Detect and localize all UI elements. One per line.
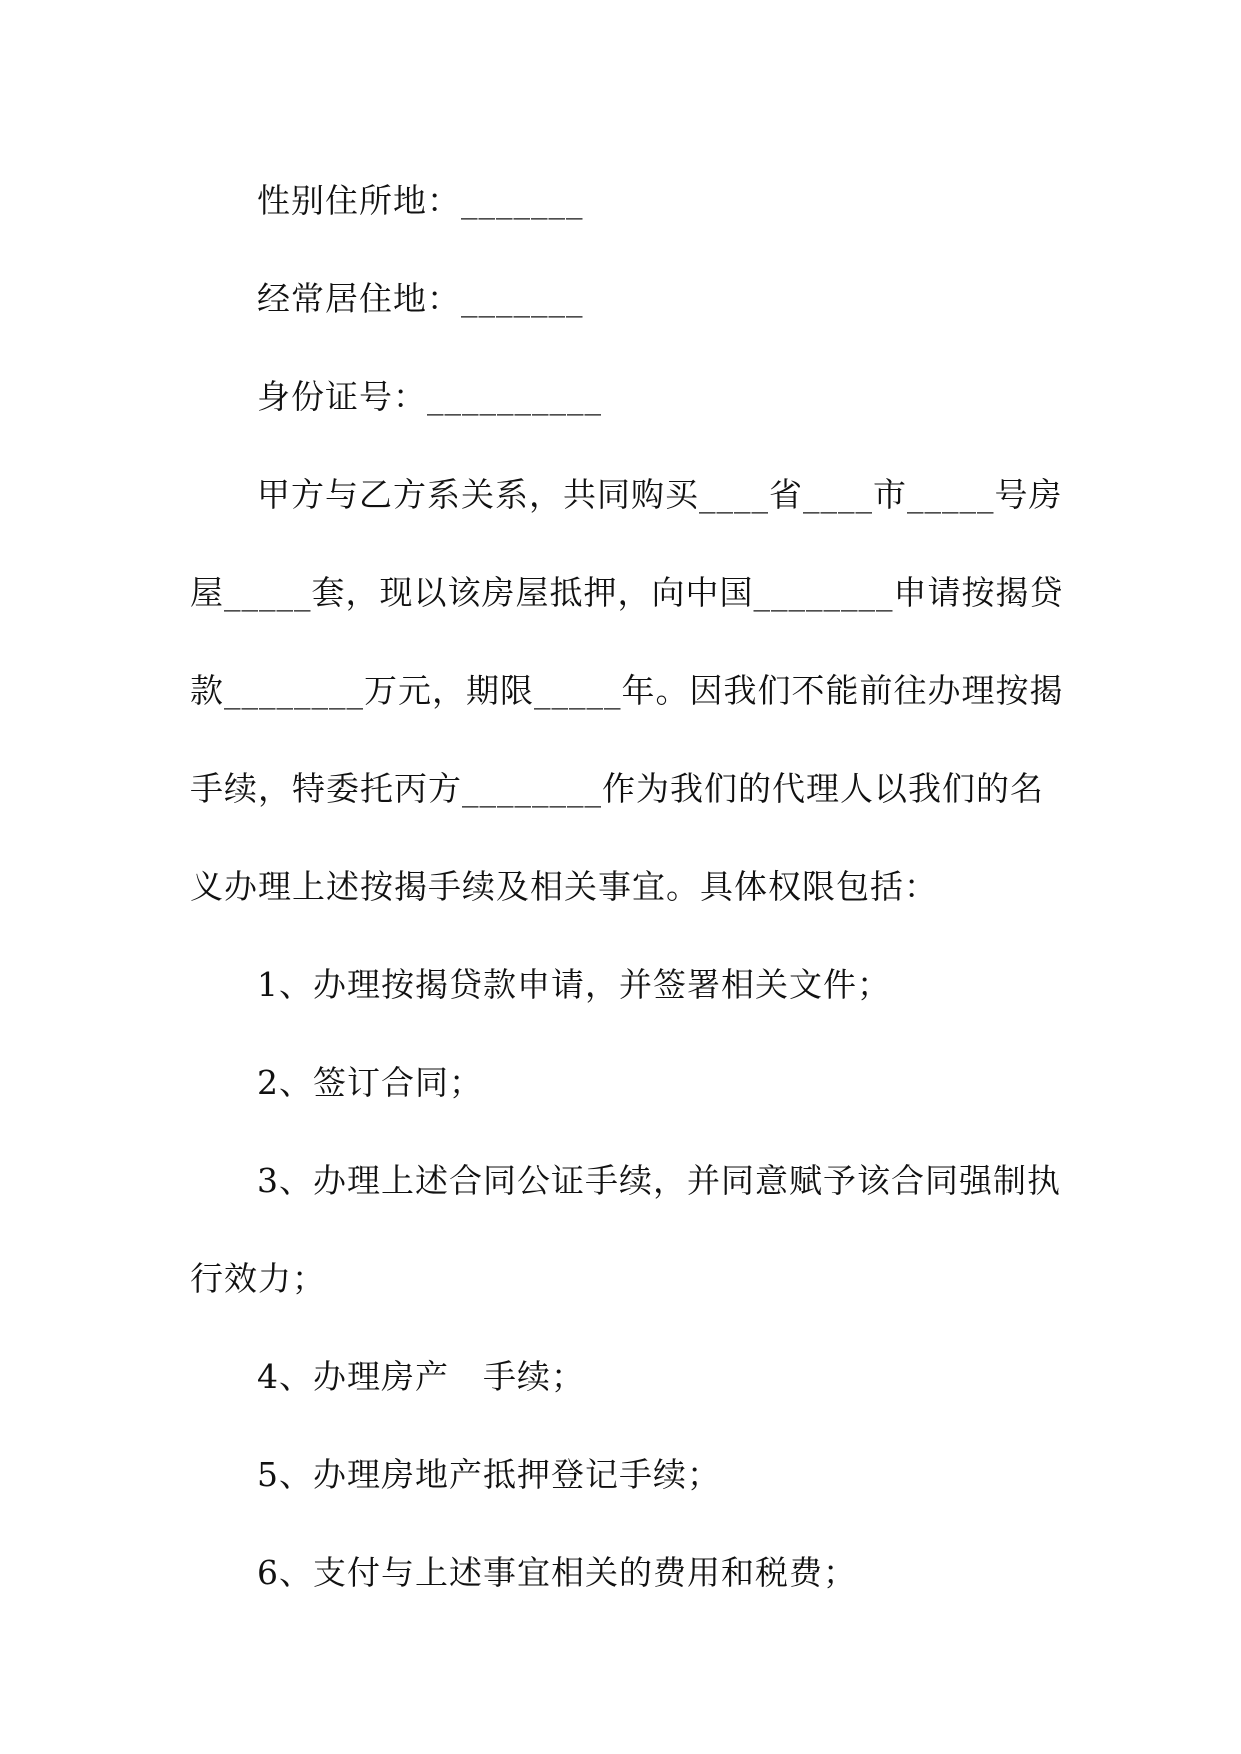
text-line-paragraph-5: 义办理上述按揭手续及相关事宜。具体权限包括： (190, 867, 938, 906)
list-item-3-continued: 行效力； (190, 1259, 326, 1298)
text-line-residence: 性别住所地：_______ (257, 181, 584, 220)
list-item-5: 5、办理房地产抵押登记手续； (257, 1455, 721, 1494)
text-line-id-number: 身份证号：__________ (257, 377, 602, 416)
text-line-paragraph-1: 甲方与乙方系关系，共同购买____省____市_____号房 (257, 475, 1063, 514)
list-item-3: 3、办理上述合同公证手续，并同意赋予该合同强制执 (257, 1161, 1061, 1200)
text-line-paragraph-3: 款________万元，期限_____年。因我们不能前往办理按揭 (190, 671, 1064, 710)
text-line-habitual-residence: 经常居住地：_______ (257, 279, 584, 318)
list-item-6: 6、支付与上述事宜相关的费用和税费； (257, 1553, 857, 1592)
list-item-1: 1、办理按揭贷款申请，并签署相关文件； (257, 965, 891, 1004)
text-line-paragraph-4: 手续，特委托丙方________作为我们的代理人以我们的名 (190, 769, 1044, 808)
list-item-4: 4、办理房产 手续； (257, 1357, 585, 1396)
list-item-2: 2、签订合同； (257, 1063, 483, 1102)
text-line-paragraph-2: 屋_____套，现以该房屋抵押，向中国________申请按揭贷 (190, 573, 1064, 612)
